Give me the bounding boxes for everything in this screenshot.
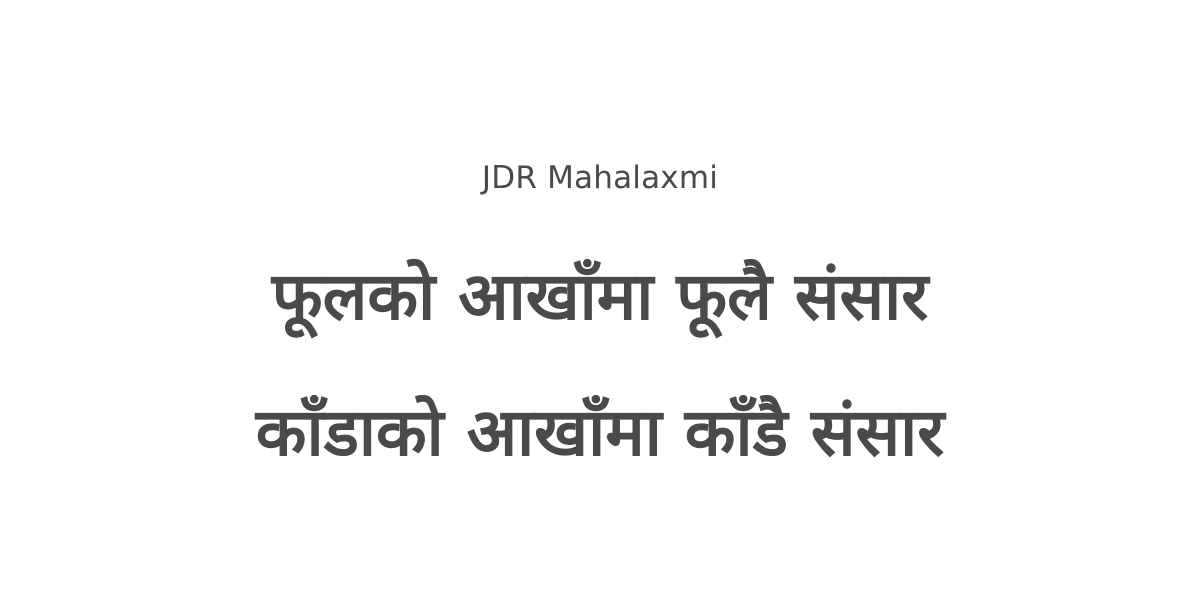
sample-text-line-2: काँडाको आखाँमा काँडै संसार xyxy=(255,394,945,471)
font-name-label: JDR Mahalaxmi xyxy=(481,160,719,196)
sample-text-line-1: फूलको आखाँमा फूलै संसार xyxy=(271,258,929,335)
